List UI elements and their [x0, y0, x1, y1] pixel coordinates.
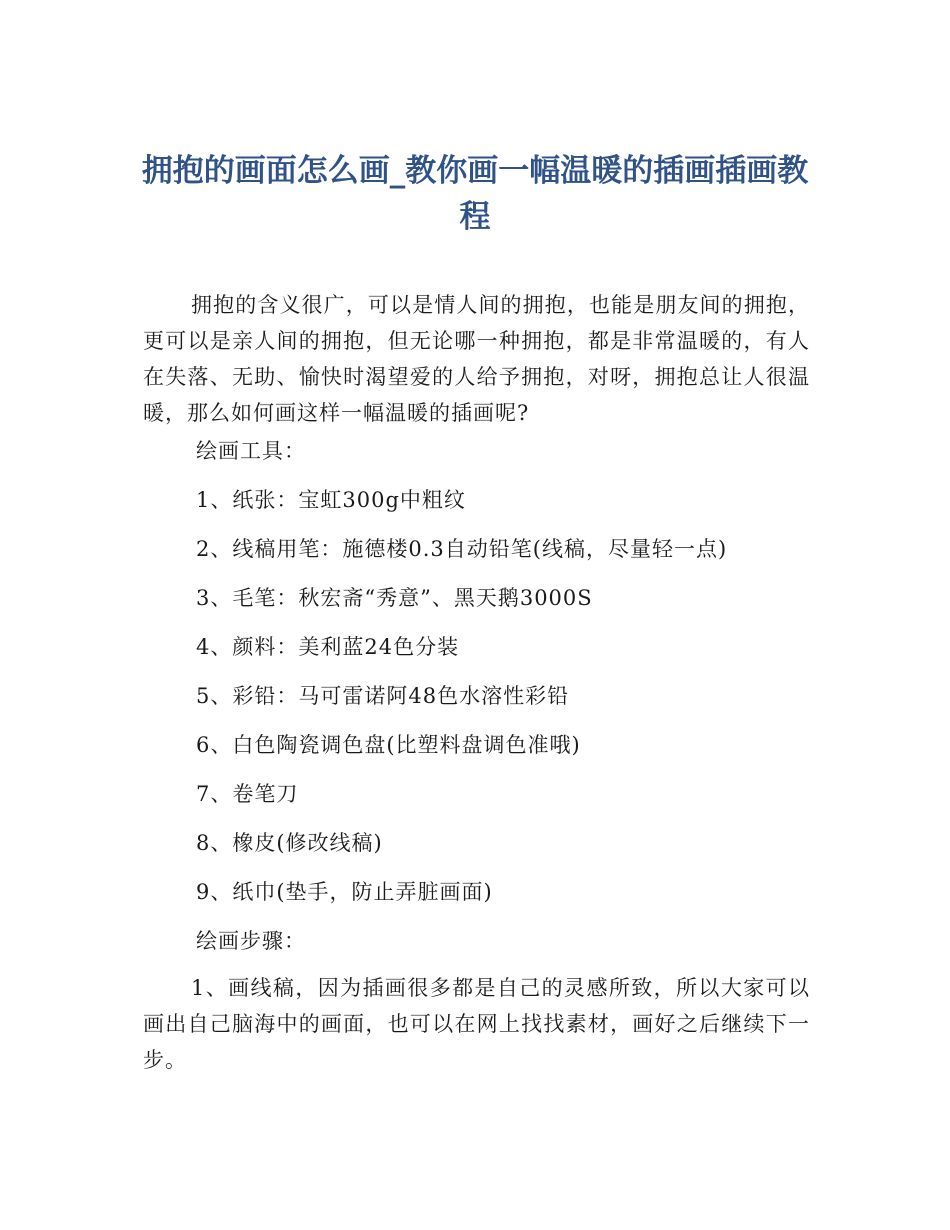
steps-heading: 绘画步骤： [196, 929, 306, 953]
tools-heading: 绘画工具： [196, 439, 306, 463]
intro-paragraph-block [143, 287, 810, 431]
document-title: 拥抱的画面怎么画_教你画一幅温暖的插画插画教程 [141, 153, 809, 235]
tool-item-1: 1、纸张：宝虹300g中粗纹 [196, 488, 466, 512]
step-1-paragraph: 1、画线稿，因为插画很多都是自己的灵感所致，所以大家可以画出自己脑海中的画面，也可以在网上找找素材，画好之后继续下一步。 [143, 976, 810, 1072]
tool-item-4: 4、颜料：美利蓝24色分装 [196, 635, 460, 659]
tool-item-7: 7、卷笔刀 [196, 782, 299, 806]
tool-item-3: 3、毛笔：秋宏斋“秀意”、黑天鹅3000S [196, 586, 593, 610]
intro-paragraph: 拥抱的含义很广，可以是情人间的拥抱，也能是朋友间的拥抱，更可以是亲人间的拥抱，但无论哪一种拥抱，都是非常温暖的，有人在失落、无助、愉快时渴望爱的人给予拥抱，对呀，拥抱总让人很温暖，那么如何画这样一幅温暖的插画呢? [143, 293, 810, 425]
tool-item-2: 2、线稿用笔：施德楼0.3自动铅笔(线稿，尽量轻一点) [196, 537, 728, 561]
step-1-block [143, 970, 810, 1078]
tool-item-8: 8、橡皮(修改线稿) [196, 831, 383, 855]
tool-item-6: 6、白色陶瓷调色盘(比塑料盘调色准哦) [196, 733, 581, 757]
tool-item-9: 9、纸巾(垫手，防止弄脏画面) [196, 880, 493, 904]
tool-item-5: 5、彩铅：马可雷诺阿48色水溶性彩铅 [196, 684, 570, 708]
